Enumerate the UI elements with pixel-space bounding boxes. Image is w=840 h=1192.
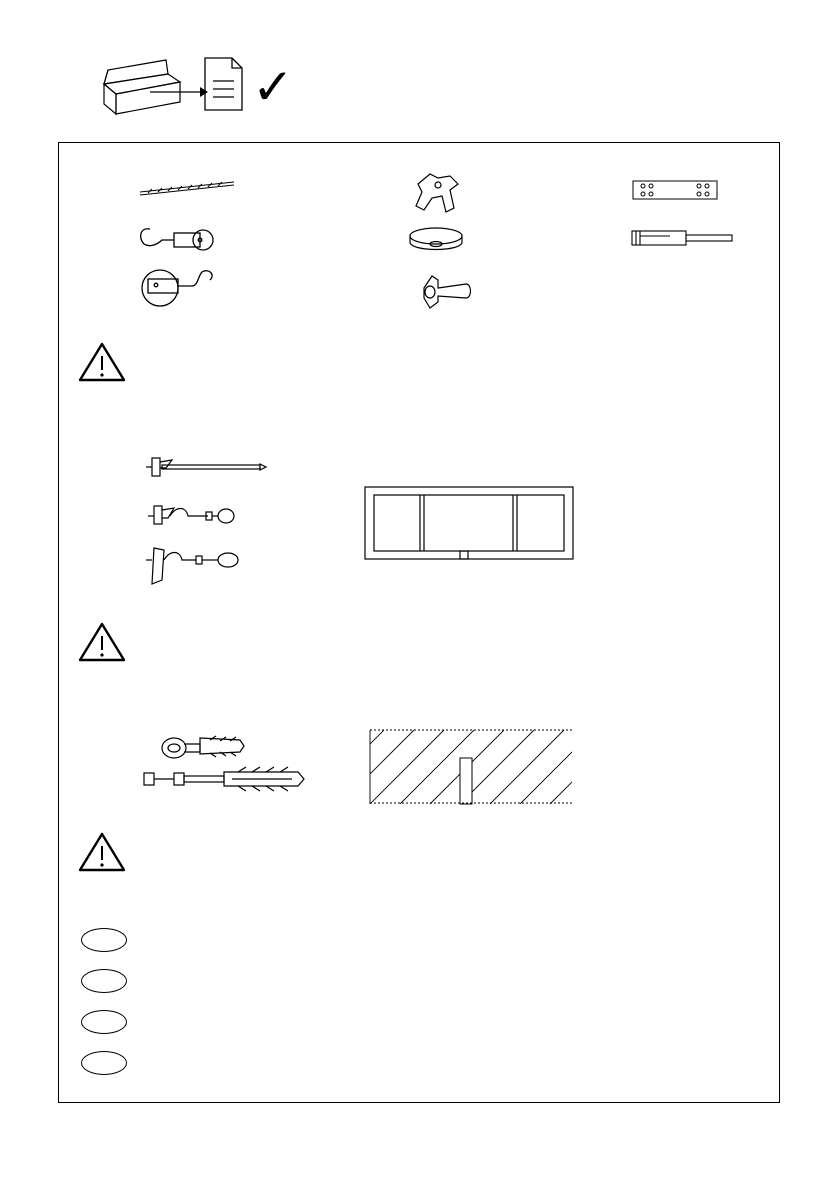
document-icon — [204, 57, 244, 111]
warning-triangle-icon — [78, 622, 126, 662]
pulley-hook-icon — [138, 268, 218, 308]
plug-bolt-icon — [142, 766, 306, 792]
mounting-plate-icon — [632, 180, 718, 200]
hook-pulley-icon — [136, 224, 216, 250]
language-badge-4 — [81, 1051, 127, 1075]
solid-wall-icon — [370, 730, 572, 804]
checkmark-icon: ✓ — [252, 58, 294, 116]
language-badge-1 — [81, 928, 127, 952]
cable-icon — [138, 178, 236, 196]
language-badge-2 — [81, 969, 127, 993]
language-badge-3 — [81, 1010, 127, 1034]
toggle-eye-icon — [146, 544, 242, 586]
plug-eye-icon — [160, 734, 246, 762]
warning-triangle-icon — [78, 832, 126, 872]
warning-triangle-icon — [78, 342, 126, 382]
hollow-wall-icon — [364, 486, 574, 560]
pin-icon — [630, 230, 734, 246]
disc-icon — [408, 226, 464, 254]
three-prong-nut-icon — [410, 170, 462, 216]
wing-knob-icon — [418, 272, 474, 310]
arrow-icon — [150, 86, 210, 98]
toggle-bolt-icon — [146, 456, 270, 478]
toggle-hook-icon — [148, 502, 238, 528]
